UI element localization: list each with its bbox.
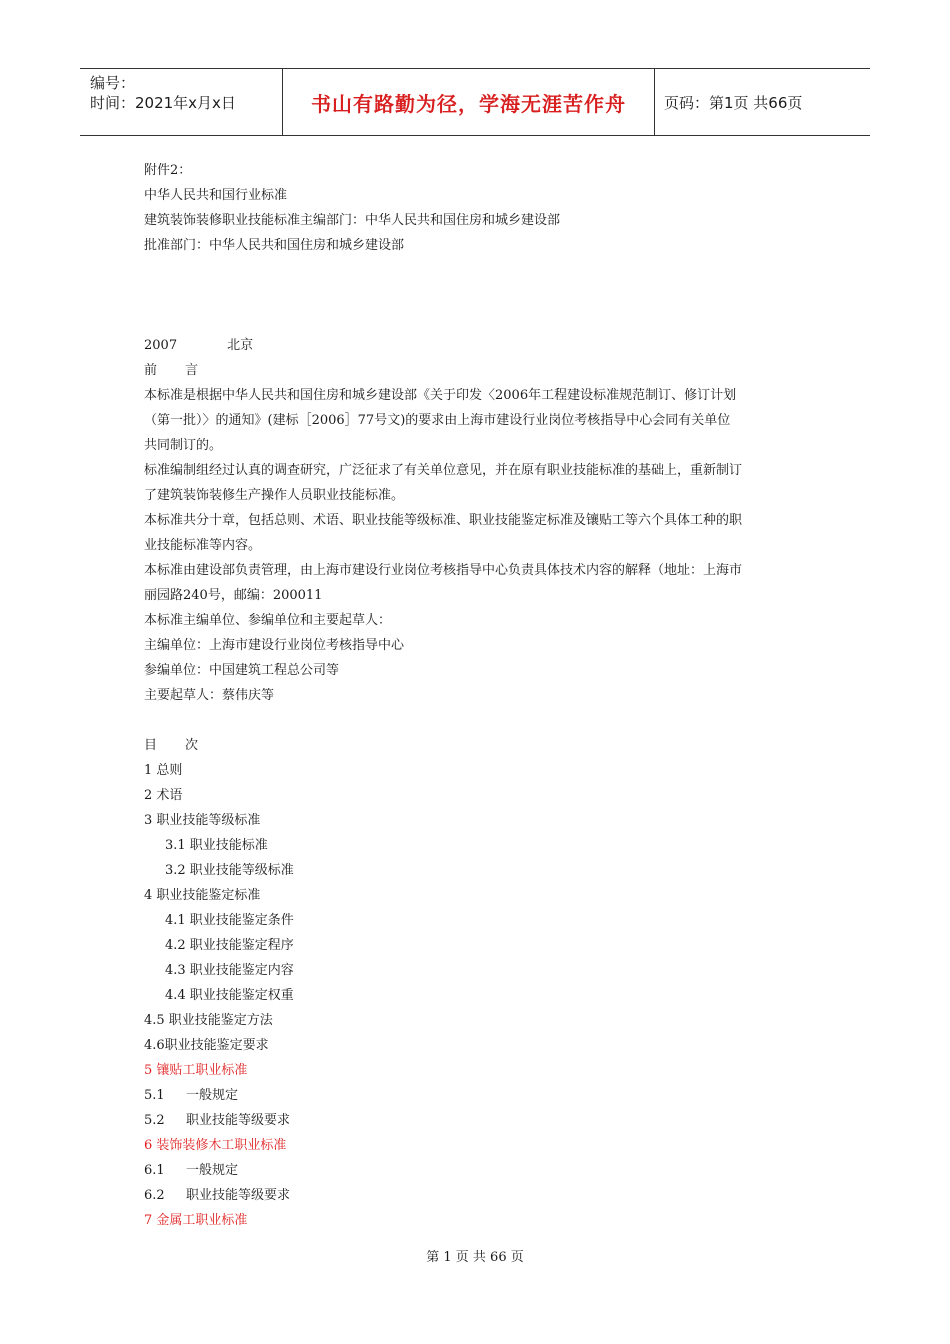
toc-item[interactable]: 4.5 职业技能鉴定方法 [144,1013,273,1028]
toc-item[interactable]: 3.2 职业技能等级标准 [165,863,294,878]
preface-line: 本标准是根据中华人民共和国住房和城乡建设部《关于印发〈2006年工程建设标准规范制订、修订计划 [144,388,737,403]
toc-item[interactable]: 4 职业技能鉴定标准 [144,888,261,903]
page-footer: 第 1 页 共 66 页 [426,1250,524,1265]
header-number-label: 编号： [90,74,136,92]
preface-line: 本标准由建设部负责管理，由上海市建设行业岗位考核指导中心负责具体技术内容的解释（地址：上海市 [144,563,743,578]
toc-item-highlight[interactable]: 7 金属工职业标准 [144,1213,248,1228]
toc-item[interactable]: 4.1 职业技能鉴定条件 [165,913,294,928]
document-body [144,158,824,1233]
page-header [80,68,870,136]
year-city-line [144,333,824,358]
preface-line: 丽园路240号，邮编：200011 [144,588,323,603]
toc-item[interactable]: 3 职业技能等级标准 [144,813,261,828]
header-page-info: 页码：第1页 共66页 [664,93,803,112]
header-time-label: 时间：2021年x月x日 [90,94,236,112]
preface-line: 本标准共分十章，包括总则、术语、职业技能等级标准、职业技能鉴定标准及镶贴工等六个具体工种的职 [144,513,743,528]
attachment-label: 附件2： [144,163,192,178]
toc-item[interactable]: 4.4 职业技能鉴定权重 [165,988,294,1003]
preface-line: 主编单位：上海市建设行业岗位考核指导中心 [144,638,405,653]
year: 2007 [144,338,178,353]
preface-line: 标准编制组经过认真的调查研究，广泛征求了有关单位意见，并在原有职业技能标准的基础上，重新制订 [144,463,743,478]
toc-item-highlight[interactable]: 6 装饰装修木工职业标准 [144,1138,287,1153]
toc-item[interactable]: 3.1 职业技能标准 [165,838,268,853]
header-motto: 书山有路勤为径，学海无涯苦作舟 [282,69,655,135]
preface-line: 业技能标准等内容。 [144,538,262,553]
preface-line: （第一批）〉的通知》(建标［2006］77号文)的要求由上海市建设行业岗位考核指导中心会同有关单位 [144,413,731,428]
toc-item[interactable]: 6.2 职业技能等级要求 [144,1188,291,1203]
header-meta [80,69,282,135]
city: 北京 [227,338,254,353]
preface-line: 本标准主编单位、参编单位和主要起草人： [144,613,392,628]
preface-line: 共同制订的。 [144,438,223,453]
toc-item[interactable]: 5.2 职业技能等级要求 [144,1113,291,1128]
standard-type: 中华人民共和国行业标准 [144,188,288,203]
preface-line: 了建筑装饰装修生产操作人员职业技能标准。 [144,488,405,503]
toc-title: 目 次 [144,738,199,753]
preface-title: 前 言 [144,363,199,378]
toc-item[interactable]: 2 术语 [144,788,183,803]
preface-line: 主要起草人：蔡伟庆等 [144,688,275,703]
editor-department: 建筑装饰装修职业技能标准主编部门：中华人民共和国住房和城乡建设部 [144,213,561,228]
approver-department: 批准部门：中华人民共和国住房和城乡建设部 [144,238,405,253]
preface-line: 参编单位：中国建筑工程总公司等 [144,663,340,678]
toc-item[interactable]: 6.1 一般规定 [144,1163,239,1178]
toc-item[interactable]: 1 总则 [144,763,183,778]
toc-item-highlight[interactable]: 5 镶贴工职业标准 [144,1063,248,1078]
toc-item[interactable]: 4.3 职业技能鉴定内容 [165,963,294,978]
toc-item[interactable]: 5.1 一般规定 [144,1088,239,1103]
toc-item[interactable]: 4.2 职业技能鉴定程序 [165,938,294,953]
toc-item[interactable]: 4.6职业技能鉴定要求 [144,1038,269,1053]
